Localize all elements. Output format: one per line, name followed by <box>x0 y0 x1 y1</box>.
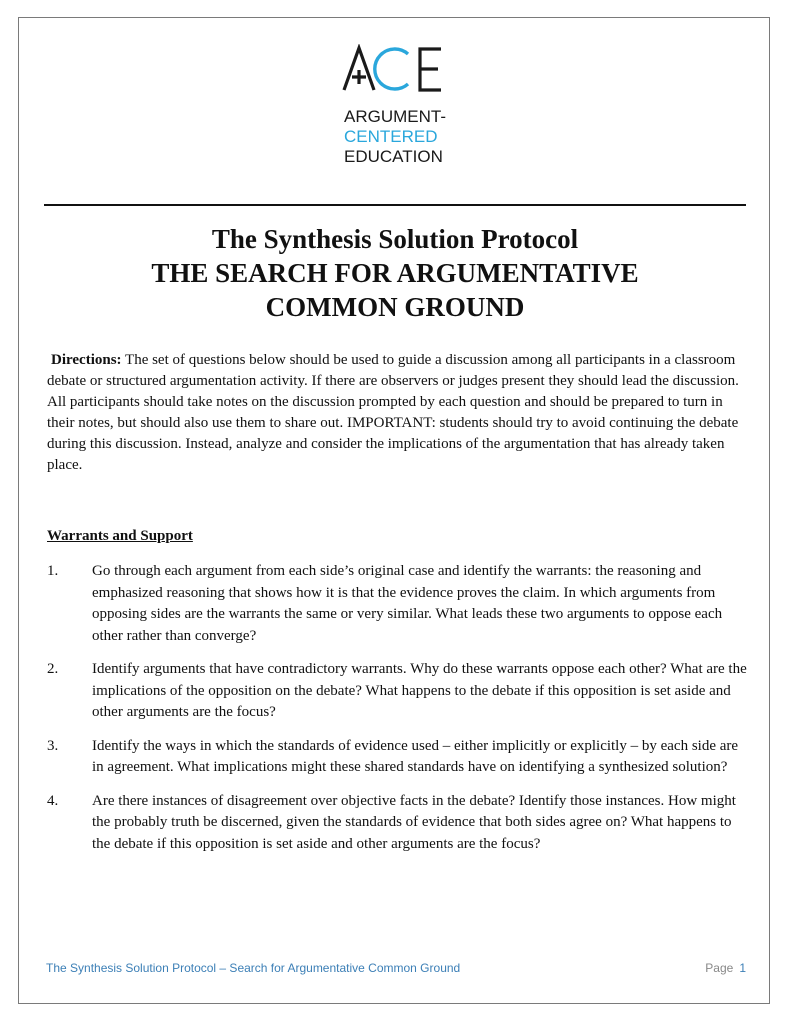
question-item <box>47 561 747 647</box>
logo-line-education: EDUCATION <box>344 147 443 166</box>
ace-logo-mark <box>342 44 446 92</box>
logo-line-centered: CENTERED <box>344 127 438 146</box>
question-item <box>47 791 747 856</box>
footer-page-label: Page <box>705 961 734 975</box>
question-number: 2. <box>47 661 59 677</box>
question-text: Go through each argument from each side’s original case and identify the warrants: the reasoning and emphasized reasoning that shows how it is that the evidence proves the claim. In which arguments from opposing sides are the warrants the same or very similar. What leads these two arguments to oppose each other rather than converge? <box>92 563 723 644</box>
footer-page-number <box>705 961 746 975</box>
question-item <box>47 736 747 779</box>
document-subtitle-line2: COMMON GROUND <box>265 292 525 322</box>
question-number: 4. <box>47 792 59 809</box>
question-number: 3. <box>47 737 59 754</box>
header-divider <box>44 204 746 206</box>
question-list <box>47 561 747 867</box>
footer-title: The Synthesis Solution Protocol – Search for Argumentative Common Ground <box>46 961 461 975</box>
question-text: Are there instances of disagreement over objective facts in the debate? Identify those instances. How might the probably truth be discerned, given the standards of evidence that both sides agree on? What happens to the debate if this opposition is set aside and other arguments are the focus? <box>92 792 736 852</box>
logo-line-argument: ARGUMENT- <box>344 107 446 126</box>
ace-logo <box>340 44 460 174</box>
question-text: Identify arguments that have contradictory warrants. Why do these warrants oppose each other? What are the implications of the opposition on the debate? What happens to the debate if this opposition is set aside and other arguments are the focus? <box>92 661 747 720</box>
document-subtitle-line1: THE SEARCH FOR ARGUMENTATIVE <box>151 258 639 288</box>
question-text: Identify the ways in which the standards of evidence used – either implicitly or explicitly – by each side are in agreement. What implications might these shared standards have on identifying a synthesized solution? <box>92 737 739 775</box>
directions-paragraph <box>47 350 747 476</box>
section-heading-warrants: Warrants and Support <box>47 528 193 544</box>
directions-text: The set of questions below should be used to guide a discussion among all participants in a classroom debate or structured argumentation activity. If there are observers or judges present they should lead the discussion. All participants should take notes on the discussion prompted by each question and should be prepared to turn in their notes, but should also use them to share out. IMPORTANT: students should try to avoid continuing the debate during this discussion. Instead, analyze and consider the implications of the argumentation that has already taken place. <box>47 352 739 473</box>
directions-label: Directions: <box>51 352 122 368</box>
question-item <box>47 659 747 724</box>
question-number: 1. <box>47 563 59 579</box>
footer-page-value: 1 <box>739 961 746 975</box>
document-title: The Synthesis Solution Protocol <box>211 224 579 254</box>
